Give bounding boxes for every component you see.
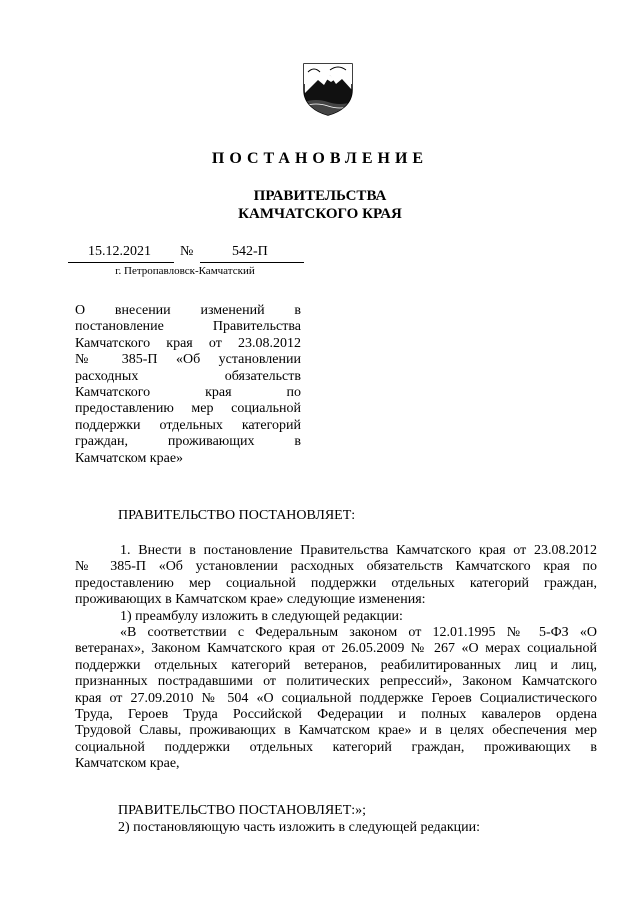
subject-line: О внесении изменений в: [75, 303, 301, 318]
issuer-line-2: КАМЧАТСКОГО КРАЯ: [238, 206, 402, 222]
subject-line: расходных обязательств: [75, 368, 301, 384]
document-title: ПОСТАНОВЛЕНИЕ: [211, 150, 429, 167]
body-line: Труда, Героев Труда Российской Федерации и полных кавалеров ордена: [75, 707, 597, 723]
body-line: предоставлению мер социальной поддержки отдельных категорий граждан,: [75, 575, 597, 591]
body-line: поддержки отдельных категорий ветеранов, реабилитированных лиц и лиц,: [75, 657, 597, 673]
body-line: социальной поддержки отдельных категорий граждан, проживающих в: [75, 739, 597, 755]
number-underline: [200, 262, 304, 263]
body-line: № 385-П «Об установлении расходных обязательств Камчатского края по: [75, 559, 597, 575]
date-underline: [68, 262, 174, 263]
body-line: Камчатском крае,: [75, 756, 180, 772]
number-sign: №: [180, 244, 194, 259]
body-line: края от 27.09.2010 № 504 «О социальной поддержке Героев Социалистического: [75, 690, 597, 706]
body-line: 1) преамбулу изложить в следующей редакции:: [120, 608, 403, 624]
body-line: 1. Внести в постановление Правительства Камчатского края от 23.08.2012: [120, 543, 597, 558]
subject-line: постановление Правительства: [75, 319, 301, 335]
subject-line: № 385-П «Об установлении: [75, 352, 301, 368]
subject-line: граждан, проживающих в: [75, 434, 301, 450]
decree-heading-quoted: ПРАВИТЕЛЬСТВО ПОСТАНОВЛЯЕТ:»;: [118, 803, 367, 818]
subject-line: Камчатском крае»: [75, 450, 184, 466]
body-line: «В соответствии с Федеральным законом от 12.01.1995 № 5-ФЗ «О: [120, 625, 597, 641]
city-line: г. Петропавловск-Камчатский: [115, 265, 255, 277]
item-2-line: 2) постановляющую часть изложить в следующей редакции:: [118, 820, 481, 835]
subject-line: Камчатского края по: [75, 385, 301, 401]
document-subject: [75, 303, 301, 467]
body-line: проживающих в Камчатском крае» следующие изменения:: [75, 592, 426, 608]
subject-line: Камчатского края от 23.08.2012: [75, 335, 301, 351]
body-line: ветеранах», Законом Камчатского края от 26.05.2009 № 267 «О мерах социальной: [75, 641, 597, 657]
issuer-line-1: ПРАВИТЕЛЬСТВА: [253, 188, 387, 204]
kamchatka-emblem-icon: [300, 60, 356, 116]
document-date: 15.12.2021: [88, 244, 151, 259]
document-number: 542-П: [232, 244, 268, 259]
document-body: [75, 543, 597, 773]
subject-line: предоставлению мер социальной: [75, 401, 301, 417]
body-line: признанных пострадавшими от политических репрессий», Законом Камчатского: [75, 674, 597, 690]
subject-line: поддержки отдельных категорий: [75, 417, 301, 433]
body-line: Трудовой Славы, проживающих в Камчатском крае» и в целях обеспечения мер: [75, 723, 597, 739]
decree-heading: ПРАВИТЕЛЬСТВО ПОСТАНОВЛЯЕТ:: [118, 508, 356, 523]
